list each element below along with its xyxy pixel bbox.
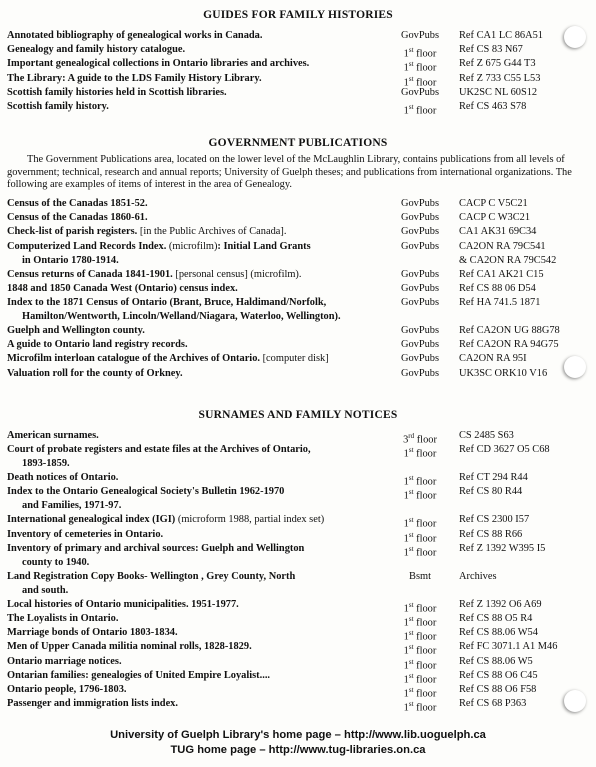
item-title-text: Index to the 1871 Census of Ontario (Brant, Bruce, Haldimand/Norfolk, bbox=[7, 296, 327, 308]
item-call-number: Ref CS 88 O6 C45 bbox=[459, 669, 538, 681]
item-call-number: Ref CA2ON UG 88G78 bbox=[459, 324, 560, 336]
item-note: (microfilm) bbox=[166, 240, 218, 252]
punch-hole-icon bbox=[564, 26, 586, 48]
list-item bbox=[7, 528, 592, 545]
item-title bbox=[7, 697, 397, 711]
item-title-text: Court of probate registers and estate files at the Archives of Ontario, bbox=[7, 444, 311, 456]
item-call-number: Ref CS 88.06 W5 bbox=[459, 655, 533, 667]
item-title bbox=[7, 542, 397, 556]
item-call-number: Ref CS 88.06 W54 bbox=[459, 627, 538, 639]
item-title bbox=[7, 443, 397, 457]
item-call-number: Ref CS 463 S78 bbox=[459, 100, 527, 112]
item-call-number: CA1 AK31 69C34 bbox=[459, 226, 537, 238]
list-item bbox=[7, 72, 592, 89]
item-call-number: CS 2485 S63 bbox=[459, 430, 514, 441]
footer-tug-link: TUG home page – http://www.tug-libraries.on.ca bbox=[170, 744, 426, 756]
item-title bbox=[7, 338, 397, 352]
list-item bbox=[7, 282, 592, 296]
list-item bbox=[7, 367, 592, 381]
list-item bbox=[7, 57, 592, 74]
list-item bbox=[7, 513, 592, 530]
item-title-text: Ontarian families: genealogies of United Empire Loyalist.... bbox=[7, 669, 271, 681]
item-location: GovPubs bbox=[400, 240, 440, 252]
government-heading: GOVERNMENT PUBLICATIONS bbox=[208, 137, 388, 149]
item-note: [in the Public Archives of Canada]. bbox=[137, 226, 287, 238]
item-title bbox=[7, 197, 397, 211]
item-location: GovPubs bbox=[400, 212, 440, 224]
punch-hole-icon bbox=[564, 356, 586, 378]
item-title-line2: 1893-1859. bbox=[22, 458, 70, 470]
item-location: GovPubs bbox=[400, 226, 440, 238]
item-location: 1st floor bbox=[403, 516, 437, 530]
list-item bbox=[7, 697, 592, 714]
item-title bbox=[7, 612, 397, 626]
guides-list bbox=[7, 29, 592, 117]
item-title-cont: : Initial Land Grants bbox=[217, 240, 311, 252]
item-title-line2: in Ontario 1780-1914. bbox=[22, 254, 119, 266]
item-call-number: Ref FC 3071.1 A1 M46 bbox=[459, 641, 558, 653]
item-location: 1st floor bbox=[403, 102, 437, 117]
item-location: GovPubs bbox=[400, 30, 440, 41]
list-item bbox=[7, 640, 592, 657]
item-title-line2: and Families, 1971-97. bbox=[22, 500, 122, 512]
list-item bbox=[7, 612, 592, 629]
item-note: [personal census] (microfilm). bbox=[172, 268, 302, 280]
item-title-text: Scottish family history. bbox=[7, 100, 109, 112]
item-title bbox=[7, 429, 397, 443]
item-call-number: CA2ON RA 95I bbox=[459, 353, 527, 365]
item-call-number: Ref Z 1392 O6 A69 bbox=[459, 598, 542, 610]
item-title bbox=[7, 513, 397, 527]
item-title bbox=[7, 367, 397, 381]
item-call-number: UK3SC ORK10 V16 bbox=[459, 367, 548, 379]
item-call-number: UK2SC NL 60S12 bbox=[459, 86, 538, 98]
item-call-number: CA2ON RA 79C541 bbox=[459, 240, 546, 252]
item-location: 1st floor bbox=[403, 446, 437, 460]
item-title-text: Inventory of primary and archival sources: Guelph and Wellington bbox=[7, 542, 305, 554]
list-item bbox=[7, 626, 592, 643]
list-item bbox=[7, 655, 592, 669]
item-call-number: CACP C W3C21 bbox=[459, 212, 531, 224]
item-title bbox=[7, 57, 397, 71]
item-title bbox=[7, 655, 397, 669]
item-title-line2: county to 1940. bbox=[22, 556, 90, 568]
list-item bbox=[7, 443, 592, 471]
item-title bbox=[7, 86, 397, 100]
item-title bbox=[7, 471, 397, 485]
list-item bbox=[7, 683, 592, 700]
item-title-text: Men of Upper Canada militia nominal rolls, 1828-1829. bbox=[7, 641, 252, 653]
item-title bbox=[7, 683, 397, 697]
list-item bbox=[7, 485, 592, 513]
list-item bbox=[7, 669, 592, 686]
item-location: 1st floor bbox=[403, 657, 437, 671]
item-title-text: A guide to Ontario land registry records. bbox=[7, 339, 188, 351]
item-title-text: Ontario people, 1796-1803. bbox=[7, 683, 127, 695]
list-item bbox=[7, 324, 592, 338]
item-title bbox=[7, 324, 397, 338]
item-call-number: Ref CA2ON RA 94G75 bbox=[459, 339, 559, 351]
item-call-number: Ref Z 733 C55 L53 bbox=[459, 72, 541, 84]
item-location: 1st floor bbox=[403, 643, 437, 657]
item-title-text: Valuation roll for the county of Orkney. bbox=[7, 367, 183, 379]
item-call-number: Ref Z 1392 W395 I5 bbox=[459, 542, 546, 554]
item-location: 1st floor bbox=[403, 600, 437, 615]
item-title bbox=[7, 528, 397, 542]
item-title bbox=[7, 29, 397, 43]
item-title-line2: and south. bbox=[22, 584, 69, 596]
item-title-text: International genealogical index (IGI) bbox=[7, 514, 176, 526]
list-item bbox=[7, 598, 592, 615]
list-item bbox=[7, 296, 592, 324]
list-item bbox=[7, 352, 592, 366]
item-title-text: Index to the Ontario Genealogical Society's Bulletin 1962-1970 bbox=[7, 486, 285, 498]
item-title-text: Inventory of cemeteries in Ontario. bbox=[7, 528, 164, 540]
list-item bbox=[7, 471, 592, 488]
item-title bbox=[7, 669, 397, 683]
item-title-text: American surnames. bbox=[7, 430, 99, 441]
item-call-number: Ref CS 88 O5 R4 bbox=[459, 612, 533, 624]
item-title-text: Census of the Canadas 1851-52. bbox=[7, 198, 148, 209]
item-title bbox=[7, 72, 397, 86]
item-title bbox=[7, 240, 397, 254]
item-title-text: The Loyalists in Ontario. bbox=[7, 612, 119, 624]
guides-heading: GUIDES FOR FAMILY HISTORIES bbox=[203, 9, 393, 21]
list-item bbox=[7, 570, 592, 598]
item-call-number: Ref CS 2300 I57 bbox=[459, 514, 530, 526]
item-location: 1st floor bbox=[403, 544, 437, 559]
item-call-number: Ref CS 88 06 D54 bbox=[459, 282, 536, 294]
item-call-number: CACP C V5C21 bbox=[459, 198, 528, 209]
item-title-text: Land Registration Copy Books- Wellington , Grey County, North bbox=[7, 570, 296, 582]
item-title-text: Computerized Land Records Index. bbox=[7, 240, 167, 252]
item-location: 1st floor bbox=[403, 671, 437, 686]
item-location: GovPubs bbox=[400, 353, 440, 365]
surnames-heading: SURNAMES AND FAMILY NOTICES bbox=[198, 409, 398, 421]
item-title bbox=[7, 598, 397, 612]
item-title-text: Annotated bibliography of genealogical works in Canada. bbox=[7, 30, 263, 41]
list-item bbox=[7, 225, 592, 239]
government-intro: The Government Publications area, located on the lower level of the McLaughlin Library, contains publications from all levels of government; technical, research and annual reports; University of Guelph theses; and publications from international organizations. The following are examples of items of interest in the area of Genealogy. bbox=[7, 154, 572, 191]
item-call-number: Archives bbox=[459, 570, 497, 582]
item-location: 1st floor bbox=[403, 488, 437, 502]
item-title bbox=[7, 296, 397, 310]
item-title bbox=[7, 211, 397, 225]
item-title-text: Microfilm interloan catalogue of the Archives of Ontario. bbox=[7, 353, 260, 365]
item-location: GovPubs bbox=[400, 324, 440, 336]
item-location: 3rd floor bbox=[403, 432, 437, 446]
punch-hole-icon bbox=[564, 690, 586, 712]
item-title-text: The Library: A guide to the LDS Family History Library. bbox=[7, 72, 262, 84]
list-item bbox=[7, 268, 592, 282]
item-location: 1st floor bbox=[403, 46, 437, 60]
item-title bbox=[7, 640, 397, 654]
list-item bbox=[7, 43, 592, 60]
list-item bbox=[7, 211, 592, 225]
item-call-number: Ref CA1 LC 86A51 bbox=[459, 30, 543, 41]
item-title bbox=[7, 282, 397, 296]
item-note: [computer disk] bbox=[260, 353, 329, 365]
item-title-text: 1848 and 1850 Canada West (Ontario) census index. bbox=[7, 282, 238, 294]
item-title bbox=[7, 352, 397, 366]
item-call-number: Ref CA1 AK21 C15 bbox=[459, 268, 544, 280]
item-call-number: Ref CS 80 R44 bbox=[459, 486, 523, 498]
item-title-text: Death notices of Ontario. bbox=[7, 472, 119, 484]
list-item bbox=[7, 542, 592, 570]
item-location: GovPubs bbox=[400, 268, 440, 280]
item-call-number: Ref CS 68 P363 bbox=[459, 698, 527, 710]
item-location: 1st floor bbox=[403, 700, 437, 714]
item-title bbox=[7, 626, 397, 640]
item-title bbox=[7, 268, 397, 282]
item-title-text: Guelph and Wellington county. bbox=[7, 324, 145, 336]
item-call-number: Ref CD 3627 O5 C68 bbox=[459, 444, 550, 456]
item-call-number-2: & CA2ON RA 79C542 bbox=[459, 254, 557, 266]
item-location: 1st floor bbox=[403, 685, 437, 700]
item-title bbox=[7, 100, 397, 114]
item-call-number: Ref CT 294 R44 bbox=[459, 472, 528, 484]
footer-library-link: University of Guelph Library's home page – http://www.lib.uoguelph.ca bbox=[110, 729, 486, 741]
item-title-text: Marriage bonds of Ontario 1803-1834. bbox=[7, 627, 178, 639]
surnames-list bbox=[7, 429, 592, 714]
list-item bbox=[7, 429, 592, 446]
item-call-number: Ref CS 88 O6 F58 bbox=[459, 683, 537, 695]
list-item bbox=[7, 29, 592, 43]
item-title-text: Scottish family histories held in Scottish libraries. bbox=[7, 86, 227, 98]
item-call-number: Ref CS 83 N67 bbox=[459, 44, 523, 56]
item-location: Bsmt bbox=[409, 570, 431, 582]
item-location: GovPubs bbox=[400, 296, 440, 308]
item-location: GovPubs bbox=[400, 339, 440, 351]
item-location: 1st floor bbox=[403, 74, 437, 89]
item-title bbox=[7, 485, 397, 499]
item-location: 1st floor bbox=[403, 629, 437, 643]
list-item bbox=[7, 338, 592, 352]
list-item bbox=[7, 197, 592, 211]
item-location: 1st floor bbox=[403, 614, 437, 629]
item-call-number: Ref HA 741.5 1871 bbox=[459, 296, 541, 308]
item-location: 1st floor bbox=[403, 60, 437, 74]
item-location: 1st floor bbox=[403, 530, 437, 545]
item-title-text: Genealogy and family history catalogue. bbox=[7, 44, 186, 56]
item-location: GovPubs bbox=[400, 198, 440, 209]
item-title bbox=[7, 43, 397, 57]
item-location: 1st floor bbox=[403, 474, 437, 488]
item-note: (microform 1988, partial index set) bbox=[175, 514, 325, 526]
item-location: GovPubs bbox=[400, 282, 440, 294]
item-call-number: Ref CS 88 R66 bbox=[459, 528, 523, 540]
item-title-line2: Hamilton/Wentworth, Lincoln/Welland/Niagara, Waterloo, Wellington). bbox=[22, 310, 341, 322]
item-title-text: Census returns of Canada 1841-1901. bbox=[7, 268, 173, 280]
list-item bbox=[7, 86, 592, 100]
item-title-text: Ontario marriage notices. bbox=[7, 655, 122, 667]
item-title bbox=[7, 570, 397, 584]
item-title-text: Check-list of parish registers. bbox=[7, 226, 138, 238]
list-item bbox=[7, 240, 592, 268]
government-list bbox=[7, 197, 592, 381]
item-title-text: Local histories of Ontario municipalities. 1951-1977. bbox=[7, 598, 239, 610]
item-location: GovPubs bbox=[400, 86, 440, 98]
item-call-number: Ref Z 675 G44 T3 bbox=[459, 58, 536, 70]
item-title-text: Important genealogical collections in Ontario libraries and archives. bbox=[7, 58, 310, 70]
list-item bbox=[7, 100, 592, 117]
item-title-text: Census of the Canadas 1860-61. bbox=[7, 212, 148, 224]
item-location: GovPubs bbox=[400, 367, 440, 379]
item-title bbox=[7, 225, 397, 239]
item-title-text: Passenger and immigration lists index. bbox=[7, 698, 178, 710]
